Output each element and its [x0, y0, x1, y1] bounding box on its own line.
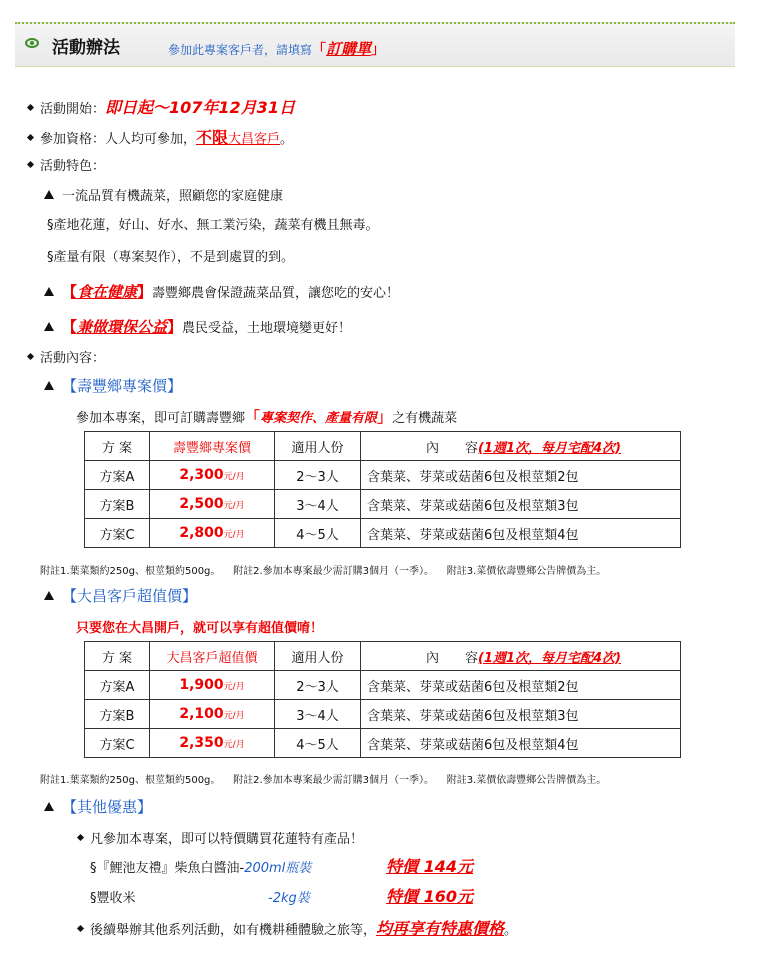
- table-row: 方案A 1,900元/月 2～3人 含葉菜、芽菜或菇菌6包及根莖類2包: [85, 671, 681, 700]
- feature-line-2: §產地花蓮，好山、好水、無工業污染，蔬菜有機且無毒。: [47, 218, 379, 233]
- notes-2: 附註1.葉菜類約250g、根莖類約500g。 附註2.參加本專案最少需訂購3個月（一季）。 附註3.菜價依壽豐鄉公告牌價為主。: [40, 775, 607, 786]
- period-value: 即日起～107年12月31日: [105, 98, 295, 117]
- section-title: 活動辦法: [52, 38, 120, 58]
- table-header-row: [85, 432, 681, 461]
- table-row: 方案B 2,100元/月 3～4人 含葉菜、芽菜或菇菌6包及根莖類3包: [85, 700, 681, 729]
- table-header-row: [85, 642, 681, 671]
- bullet-icon: [27, 104, 34, 111]
- product-rice-spec: -2kg裝: [268, 891, 310, 906]
- col-content: 內 容(1週1次，每月宅配4次): [361, 642, 681, 671]
- order-form-link[interactable]: 訂購單: [326, 40, 372, 58]
- product-soy-sauce: §『鯉池友禮』柴魚白醬油-200ml瓶裝: [90, 861, 312, 876]
- bullet-icon: [27, 134, 34, 141]
- section2-title: 【大昌客戶超值價】: [44, 585, 197, 606]
- col-plan: 方 案: [85, 642, 150, 671]
- bullet-icon: [77, 925, 84, 932]
- table-row: 方案C 2,800元/月 4～5人 含葉菜、芽菜或菇菌6包及根莖類4包: [85, 519, 681, 548]
- col-price: 壽豐鄉專案價: [150, 432, 275, 461]
- section1-title: 【壽豐鄉專案價】: [44, 375, 182, 396]
- plan-table-1: [84, 431, 681, 548]
- feature-eco: 【兼做環保公益】農民受益，土地環境變更好！: [44, 316, 351, 337]
- col-price: 大昌客戶超值價: [150, 642, 275, 671]
- table-row: 方案C 2,350元/月 4～5人 含葉菜、芽菜或菇菌6包及根莖類4包: [85, 729, 681, 758]
- features-label: 活動特色：: [28, 155, 105, 174]
- period-line: 活動開始：即日起～107年12月31日: [28, 95, 295, 118]
- product-rice: §豐收米: [90, 891, 136, 906]
- col-plan: 方 案: [85, 432, 150, 461]
- triangle-icon: [44, 190, 54, 199]
- triangle-icon: [44, 381, 54, 390]
- section3-title: 【其他優惠】: [44, 796, 152, 817]
- product-soy-sauce-price: 特價 144元: [386, 857, 473, 876]
- other-item-1: 凡參加本專案，即可以特價購買花蓮特有產品！: [78, 828, 363, 847]
- col-people: 適用人份: [275, 642, 361, 671]
- col-people: 適用人份: [275, 432, 361, 461]
- eye-icon: [25, 38, 39, 48]
- order-form-note: 參加此專案客戶者，請填寫「訂購單」: [168, 40, 386, 58]
- content-label: 活動內容：: [28, 347, 105, 366]
- bullet-icon: [27, 353, 34, 360]
- plan-table-2: [84, 641, 681, 758]
- section2-intro: 只要您在大昌開戶，就可以享有超值價唷！: [76, 621, 324, 636]
- triangle-icon: [44, 322, 54, 331]
- table-row: 方案A 2,300元/月 2～3人 含葉菜、芽菜或菇菌6包及根莖類2包: [85, 461, 681, 490]
- section-header: [15, 22, 735, 67]
- feature-line-3: §產量有限（專案契作），不是到處買的到。: [47, 250, 295, 265]
- bullet-icon: [77, 834, 84, 841]
- triangle-icon: [44, 591, 54, 600]
- other-item-2: 後續舉辦其他系列活動，如有機耕種體驗之旅等，均再享有特惠價格。: [78, 916, 517, 939]
- product-rice-price: 特價 160元: [386, 887, 473, 906]
- feature-health: 【食在健康】壽豐鄉農會保證蔬菜品質，讓您吃的安心！: [44, 281, 399, 302]
- triangle-icon: [44, 287, 54, 296]
- triangle-icon: [44, 802, 54, 811]
- bullet-icon: [27, 161, 34, 168]
- notes-1: 附註1.葉菜類約250g、根莖類約500g。 附註2.參加本專案最少需訂購3個月（一季）。 附註3.菜價依壽豐鄉公告牌價為主。: [40, 566, 607, 577]
- feature-line-1: 一流品質有機蔬菜，照顧您的家庭健康: [44, 185, 283, 204]
- section1-intro: 參加本專案，即可訂購壽豐鄉「專案契作、產量有限」之有機蔬菜: [76, 408, 458, 426]
- col-content: 內 容(1週1次，每月宅配4次): [361, 432, 681, 461]
- eligibility-line: 參加資格：人人均可參加，不限大昌客戶。: [28, 125, 293, 148]
- table-row: 方案B 2,500元/月 3～4人 含葉菜、芽菜或菇菌6包及根莖類3包: [85, 490, 681, 519]
